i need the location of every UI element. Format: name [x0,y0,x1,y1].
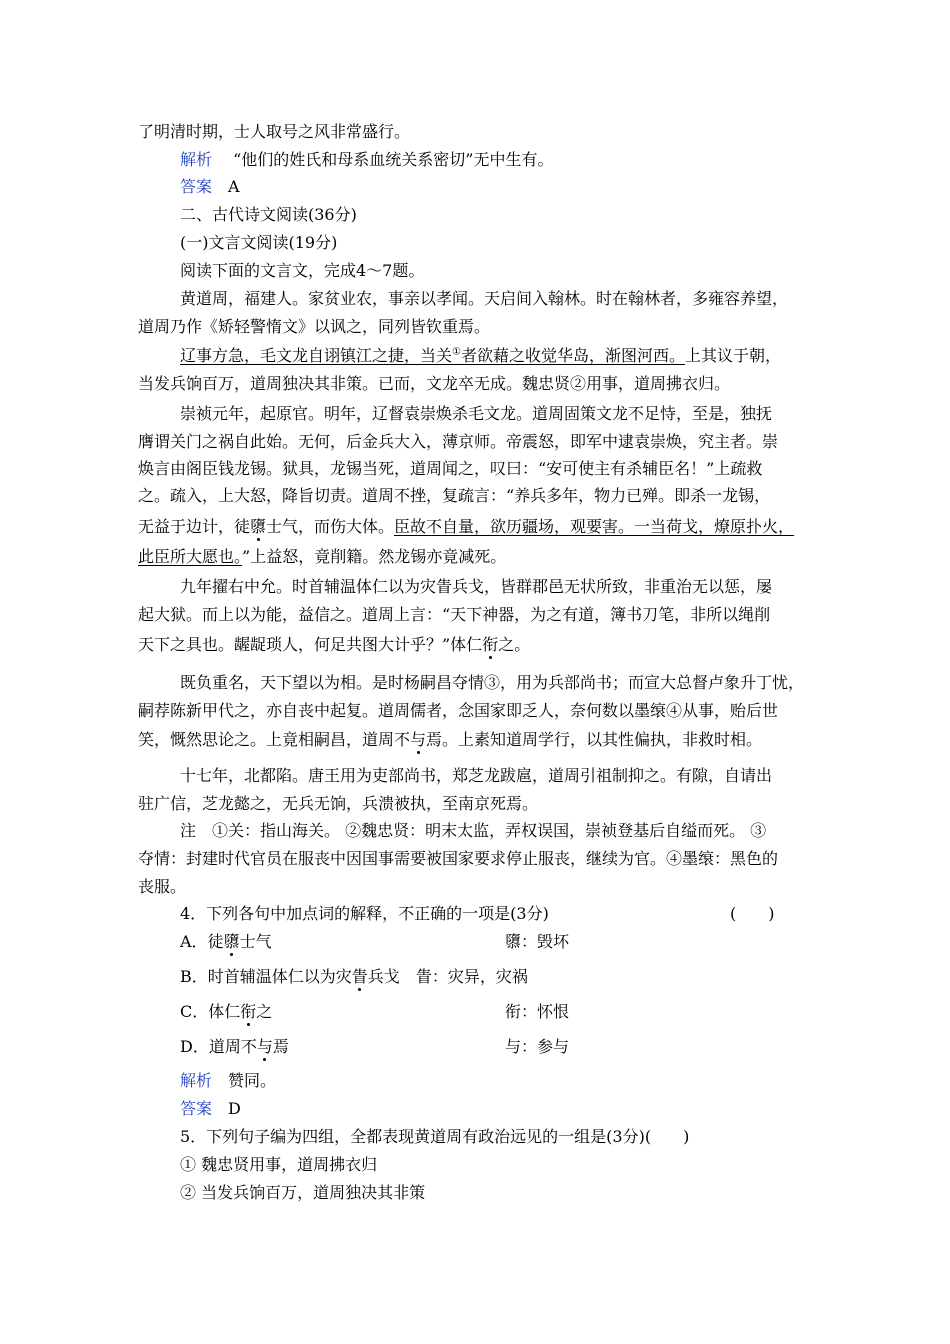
passage-line: 天下之具也。龌龊琐人，何足共图大计乎？”体仁衔之。 [138,635,531,654]
passage-line: 当发兵饷百万，道周独决其非策。已而，文龙卒无成。魏忠贤②用事，道周拂衣归。 [138,374,731,393]
text-line: 了明清时期，士人取号之风非常盛行。 [138,122,411,141]
subsection-heading: (一)文言文阅读(19分) [180,233,338,252]
dotted-char: 隳 [250,517,267,536]
question-4-answer-paren: ( ) [730,904,775,923]
underlined-sentence: 辽事方急，毛文龙自诩镇江之捷，当关①者欲藉之收觉华岛，渐图河西。 [180,346,685,365]
notes-line: 夺情：封建时代官员在服丧中因国事需要被国家要求停止服丧，继续为官。④墨缞：黑色的 [138,849,779,868]
analysis-label: 解析 [180,1071,213,1090]
passage-line: 焕言由阁臣钱龙锡。狱具，龙锡当死，道周闻之，叹曰：“安可使主有杀辅臣名！”上疏救 [138,459,763,478]
dotted-char: 与 [410,730,427,749]
dotted-char: 隳 [223,932,240,951]
question-5-item: ① 魏忠贤用事，道周拂衣归 [180,1155,378,1174]
notes-line: 注 ①关：指山海关。 ②魏忠贤：明末太监，弄权误国，崇祯登基后自缢而死。 ③ [180,821,767,840]
question-5-stem: 5．下列句子编为四组，全都表现黄道周有政治远见的一组是(3分)( ) [180,1127,690,1146]
answer-line [180,177,240,197]
analysis-text: 赞同。 [228,1071,277,1090]
analysis-line [180,150,553,170]
passage-line: 十七年，北都陷。唐王用为吏部尚书，郑芝龙跋扈，道周引祖制抑之。有隙，自请出 [180,766,773,785]
underlined-sentence: 臣故不自量，欲历疆场，观要害。一当荷戈，燎原扑火， [394,517,795,536]
notes-line: 丧服。 [138,877,187,896]
dotted-char: 眚 [351,967,368,986]
analysis-label: 解析 [180,150,213,169]
passage-line: 道周乃作《矫轻警惰文》以讽之，同列皆钦重焉。 [138,317,491,336]
option-d-gloss: 与：参与 [505,1037,570,1056]
answer-text: D [228,1099,241,1118]
underlined-sentence: 此臣所大愿也。 [138,547,243,566]
passage-line: 笑，慨然思论之。上竟相嗣昌，道周不与焉。上素知道周学行，以其性偏执，非救时相。 [138,730,763,749]
option-d: D．道周不与焉 [180,1037,289,1056]
option-b-gloss: 眚：灾异，灾祸 [415,967,528,986]
passage-line: 此臣所大愿也。”上益怒，竟削籍。然龙锡亦竟减死。 [138,547,507,566]
option-a-gloss: 隳：毁坏 [505,932,570,951]
answer-text: A [228,177,240,196]
question-4-stem: 4．下列各句中加点词的解释，不正确的一项是(3分) [180,904,549,923]
instruction-line: 阅读下面的文言文，完成4～7题。 [180,261,425,280]
passage-line: 嗣荐陈新甲代之，亦自丧中起复。道周儒者，念国家即乏人，奈何数以墨缞④从事，贻后世 [138,701,779,720]
passage-line: 辽事方急，毛文龙自诩镇江之捷，当关①者欲藉之收觉华岛，渐图河西。上其议于朝， [180,346,782,365]
question-5-item: ② 当发兵饷百万，道周独决其非策 [180,1183,426,1202]
option-a: A．徒隳士气 [180,932,272,951]
passage-line: 崇祯元年，起原官。明年，辽督袁崇焕杀毛文龙。道周固策文龙不足恃，至是，独抚 [180,404,773,423]
passage-line: 无益于边计，徒隳士气，而伤大体。臣故不自量，欲历疆场，观要害。一当荷戈，燎原扑火， [138,517,795,536]
answer-label: 答案 [180,177,213,196]
answer-line [180,1099,241,1119]
passage-line: 之。疏入，上大怒，降旨切责。道周不挫，复疏言：“养兵多年，物力已殚。即杀一龙锡， [138,486,771,505]
passage-line: 驻广信，芝龙懿之，无兵无饷，兵溃被执，至南京死焉。 [138,794,539,813]
dotted-char: 衔 [482,635,499,654]
analysis-line [180,1071,276,1091]
passage-line: 黄道周，福建人。家贫业农，事亲以孝闻。天启间入翰林。时在翰林者，多雍容养望， [180,289,789,308]
dotted-char: 衔 [240,1002,257,1021]
passage-line: 既负重名，天下望以为相。是时杨嗣昌夺情③，用为兵部尚书；而宣大总督卢象升丁忧， [180,673,805,692]
section-heading: 二、古代诗文阅读(36分) [180,205,357,224]
passage-line: 膺谓关门之祸自此始。无何，后金兵大入，薄京师。帝震怒，即军中逮袁崇焕，究主者。崇 [138,432,779,451]
option-c-gloss: 衔：怀恨 [505,1002,570,1021]
passage-line: 九年擢右中允。时首辅温体仁以为灾眚兵戈，皆群郡邑无状所致，非重治无以惩，屡 [180,577,773,596]
dotted-char: 与 [256,1037,273,1056]
option-b: B．时首辅温体仁以为灾眚兵戈 眚：灾异，灾祸 [180,967,528,986]
option-c: C．体仁衔之 [180,1002,273,1021]
answer-label: 答案 [180,1099,213,1118]
passage-line: 起大狱。而上以为能，益信之。道周上言：“天下神器，为之有道，簿书刀笔，非所以绳削 [138,605,771,624]
analysis-text: “他们的姓氏和母系血统关系密切”无中生有。 [233,150,554,169]
